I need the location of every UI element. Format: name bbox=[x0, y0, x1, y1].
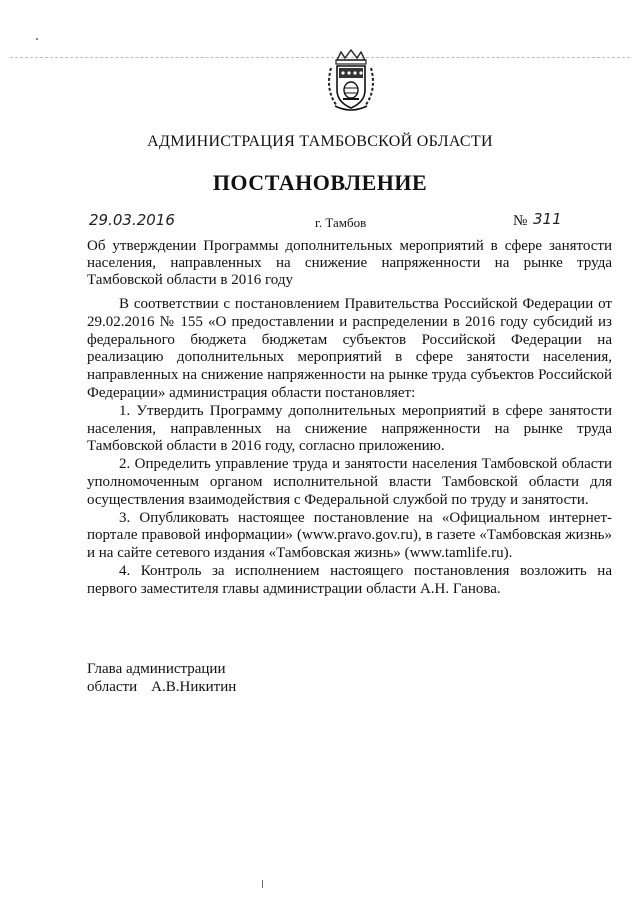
item-paragraph-3: 3. Опубликовать настоящее постановление на «Официальном интернет-портале правовой информации» (www.pravo.gov.ru), в газете «Тамбовская жизнь» и на сайте сетевого издания «Тамбовская жизнь» (www.tamlife.ru). bbox=[87, 509, 612, 562]
document-body bbox=[87, 296, 612, 599]
scan-artifact-line bbox=[10, 57, 630, 58]
number-sign: № bbox=[513, 213, 528, 229]
document-subject: Об утверждении Программы дополнительных мероприятий в сфере занятости населения, направленных на снижение напряженности на рынке труда Тамбовской области в 2016 году bbox=[87, 238, 612, 288]
signature-position-line1: Глава администрации bbox=[87, 661, 226, 677]
item-paragraph-1: 1. Утвердить Программу дополнительных мероприятий в сфере занятости населения, направленных на снижение напряженности на рынке труда Тамбовской области в 2016 году, согласно приложению. bbox=[87, 402, 612, 455]
coat-of-arms-icon bbox=[323, 48, 379, 114]
signature-block bbox=[87, 660, 236, 696]
signatory-name: А.В.Никитин bbox=[151, 679, 237, 695]
preamble-paragraph: В соответствии с постановлением Правительства Российской Федерации от 29.02.2016 № 155 «О предоставлении и распределении в 2016 году субсидий из федерального бюджета бюджетам субъектов Российской Федерации на реализацию дополнительных мероприятий в сфере занятости населения, направленных на снижение напряженности на рынке труда субъектов Российской Федерации» администрация области постановляет: bbox=[87, 296, 612, 401]
document-city: г. Тамбов bbox=[315, 215, 367, 230]
organization-title: АДМИНИСТРАЦИЯ ТАМБОВСКОЙ ОБЛАСТИ bbox=[147, 133, 493, 150]
signature-position-line2: области bbox=[87, 679, 138, 695]
scan-speck bbox=[36, 38, 38, 40]
item-paragraph-2: 2. Определить управление труда и занятости населения Тамбовской области уполномоченным органом исполнительной власти Тамбовской области для осуществления взаимодействия с Федеральной службой по труду и занятости. bbox=[87, 456, 612, 508]
item-paragraph-4: 4. Контроль за исполнением настоящего постановления возложить на первого заместителя главы администрации области А.Н. Ганова. bbox=[87, 562, 612, 597]
document-type-title: ПОСТАНОВЛЕНИЕ bbox=[212, 170, 428, 195]
document-number: 311 bbox=[533, 210, 562, 228]
document-date: 29.03.2016 bbox=[89, 211, 175, 229]
scan-speck bbox=[262, 880, 263, 888]
